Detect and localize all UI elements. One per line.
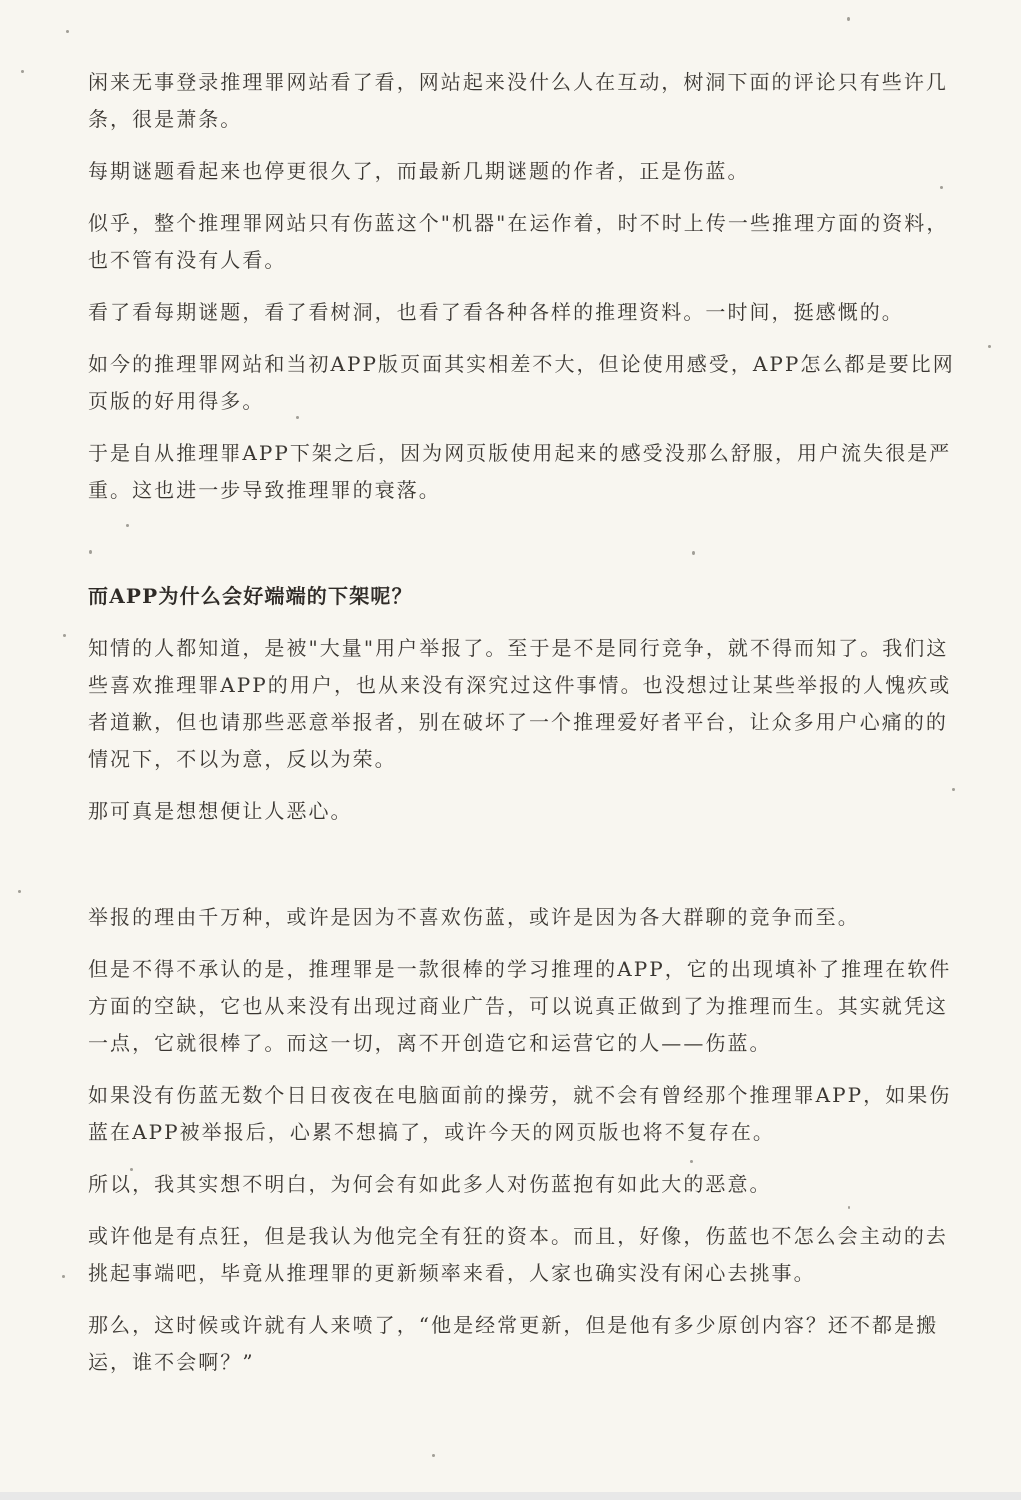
paper-speck [847,17,850,21]
section-heading: 而APP为什么会好端端的下架呢？ [88,584,413,608]
footer-strip [0,1492,1021,1500]
article-paragraph: 但是不得不承认的是，推理罪是一款很棒的学习推理的APP，它的出现填补了推理在软件方面的空缺，它也从来没有出现过商业广告，可以说真正做到了为推理而生。其实就凭这一点，它就很棒了。而这一切，离不开创造它和运营它的人——伤蓝。 [88,957,952,1055]
article-paragraph: 每期谜题看起来也停更很久了，而最新几期谜题的作者，正是伤蓝。 [88,159,750,183]
article-paragraph: 或许他是有点狂，但是我认为他完全有狂的资本。而且，好像，伤蓝也不怎么会主动的去挑起事端吧，毕竟从推理罪的更新频率来看，人家也确实没有闲心去挑事。 [88,1224,948,1285]
article-paragraph: 知情的人都知道，是被"大量"用户举报了。至于是不是同行竞争，就不得而知了。我们这些喜欢推理罪APP的用户，也从来没有深究过这件事情。也没想过让某些举报的人愧疚或者道歉，但也请那些恶意举报者，别在破坏了一个推理爱好者平台，让众多用户心痛的的情况下，不以为意，反以为荣。 [88,636,952,771]
article-body [88,64,968,1396]
paper-speck [432,1454,435,1457]
article-paragraph: 如果没有伤蓝无数个日日夜夜在电脑面前的操劳，就不会有曾经那个推理罪APP，如果伤蓝在APP被举报后，心累不想搞了，或许今天的网页版也将不复存在。 [88,1083,952,1144]
section-spacer [88,845,968,899]
article-paragraph: 闲来无事登录推理罪网站看了看，网站起来没什么人在互动，树洞下面的评论只有些许几条，很是萧条。 [88,70,948,131]
article-section-3 [88,899,968,1381]
article-paragraph: 那可真是想想便让人恶心。 [88,799,353,823]
section-spacer [88,524,968,578]
paper-speck [62,1275,65,1278]
article-paragraph: 那么，这时候或许就有人来喷了，“他是经常更新，但是他有多少原创内容？还不都是搬运，谁不会啊？” [88,1313,939,1374]
article-section-1 [88,64,968,509]
article-paragraph: 看了看每期谜题，看了看树洞，也看了看各种各样的推理资料。一时间，挺感慨的。 [88,300,904,324]
paper-speck [66,30,69,33]
paper-speck [18,890,21,893]
article-paragraph: 似乎，整个推理罪网站只有伤蓝这个"机器"在运作着，时不时上传一些推理方面的资料，也不管有没有人看。 [88,211,949,272]
article-paragraph: 所以，我其实想不明白，为何会有如此多人对伤蓝抱有如此大的恶意。 [88,1172,772,1196]
paper-speck [63,634,66,637]
paper-speck [21,70,24,73]
article-paragraph: 于是自从推理罪APP下架之后，因为网页版使用起来的感受没那么舒服，用户流失很是严重。这也进一步导致推理罪的衰落。 [88,441,952,502]
article-paragraph: 如今的推理罪网站和当初APP版页面其实相差不大，但论使用感受，APP怎么都是要比网页版的好用得多。 [88,352,955,413]
paper-speck [988,345,991,348]
article-section-2 [88,630,968,830]
article-paragraph: 举报的理由千万种，或许是因为不喜欢伤蓝，或许是因为各大群聊的竞争而至。 [88,905,860,929]
